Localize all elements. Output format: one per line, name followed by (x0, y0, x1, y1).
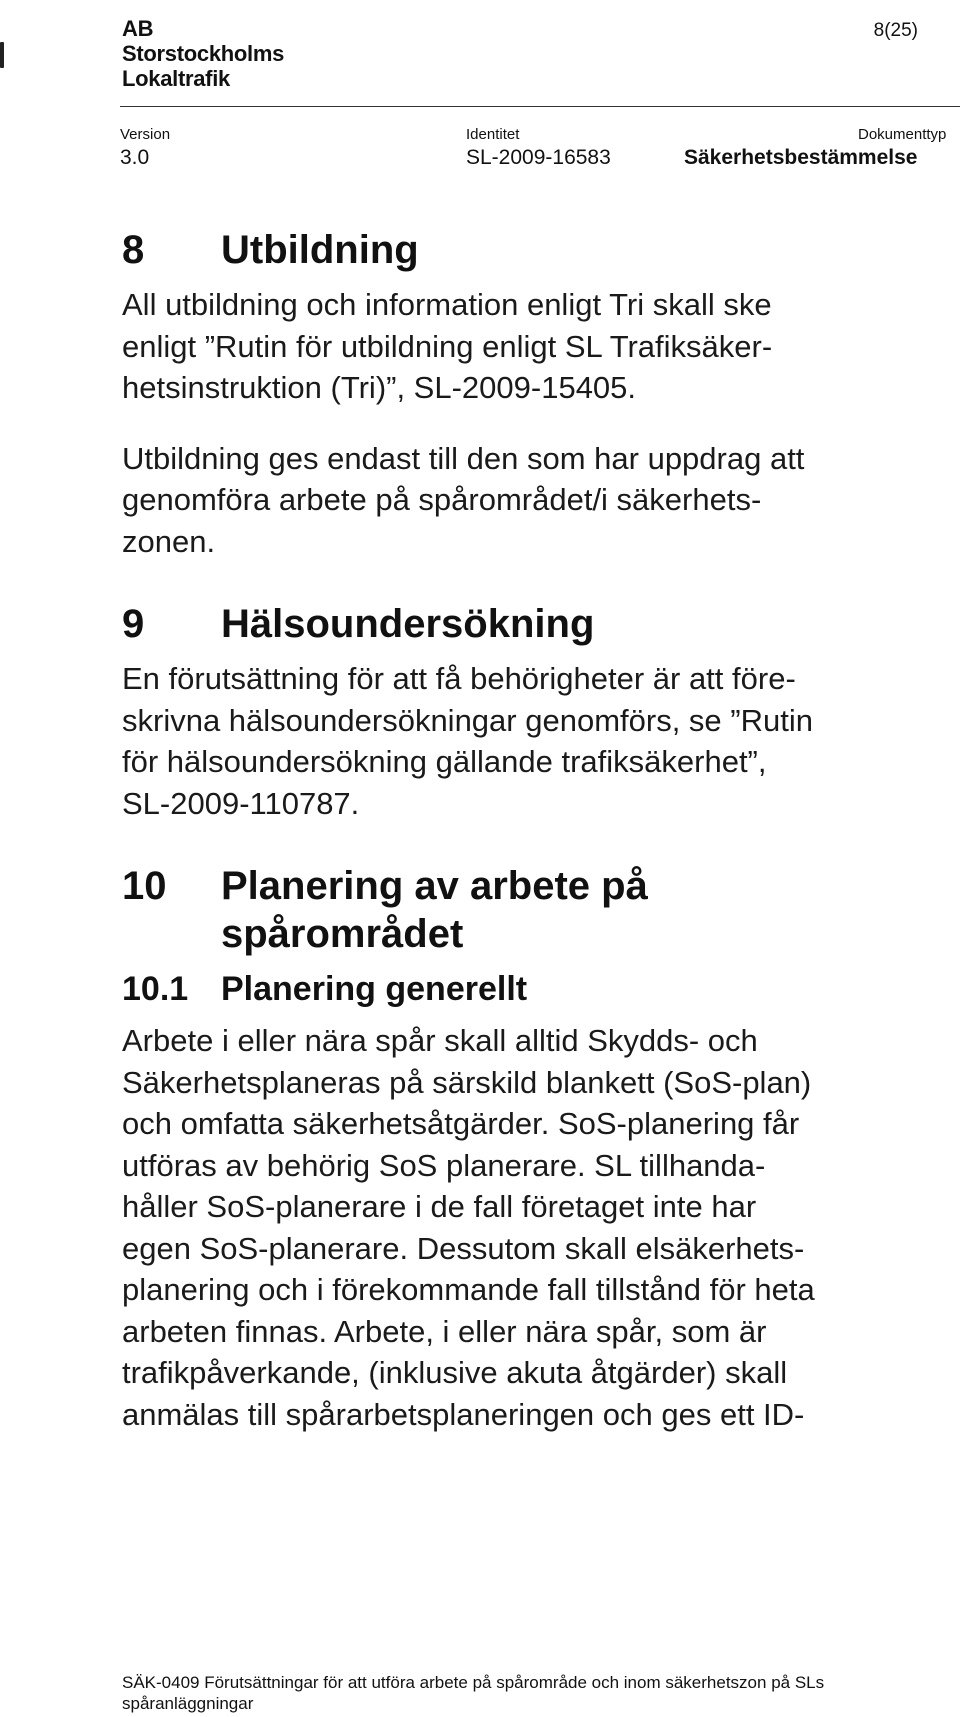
text-line: utföras av behörig SoS planerare. SL tillhanda- (122, 1147, 766, 1183)
text-line: All utbildning och information enligt Tri skall ske (122, 287, 772, 322)
page-footer (122, 1672, 824, 1714)
section-8-paragraph-2 (122, 438, 942, 563)
text-line: planering och i förekommande fall tillstånd för heta (122, 1272, 815, 1307)
text-line: genomföra arbete på spårområdet/i säkerhets- (122, 482, 762, 517)
section-number: 10.1 (122, 970, 189, 1008)
doctype-value: Säkerhetsbestämmelse (684, 146, 918, 169)
logo-line: AB (122, 16, 154, 41)
page-number: 8(25) (873, 20, 918, 41)
text-line: SL-2009-110787. (122, 785, 360, 821)
document-body (122, 226, 942, 1435)
text-line: trafikpåverkande, (inklusive akuta åtgärder) skall (122, 1355, 788, 1390)
section-number: 8 (122, 228, 145, 272)
doctype-label: Dokumenttyp (858, 126, 947, 143)
text-line: Utbildning ges endast till den som har uppdrag att (122, 440, 805, 476)
text-line: håller SoS-planerare i de fall företaget inte har (122, 1189, 757, 1224)
section-title: Planering generellt (221, 970, 528, 1008)
text-line: för hälsoundersökning gällande trafiksäkerhet”, (122, 744, 767, 779)
section-10-1-paragraph-1 (122, 1020, 942, 1435)
identity-label: Identitet (466, 126, 520, 143)
identity-value: SL-2009-16583 (466, 146, 611, 169)
company-logo (122, 16, 284, 91)
section-title: Hälsoundersökning (221, 602, 595, 646)
text-line: En förutsättning för att få behörigheter är att före- (122, 661, 796, 696)
scan-edge-mark (0, 42, 4, 68)
section-10-heading (122, 862, 942, 958)
title-line: spårområdet (221, 912, 464, 956)
version-value: 3.0 (120, 146, 150, 169)
text-line: hetsinstruktion (Tri)”, SL-2009-15405. (122, 370, 637, 405)
version-label: Version (120, 126, 171, 143)
section-number: 9 (122, 602, 145, 646)
section-9-paragraph-1 (122, 658, 942, 824)
section-10-1-heading (122, 968, 942, 1010)
section-8-heading (122, 226, 942, 274)
footer-line: spåranläggningar (122, 1694, 254, 1713)
section-title: Utbildning (221, 228, 419, 272)
section-8-paragraph-1 (122, 284, 942, 409)
text-line: egen SoS-planerare. Dessutom skall elsäkerhets- (122, 1230, 805, 1266)
logo-line: Storstockholms (122, 41, 285, 66)
text-line: Säkerhetsplaneras på särskild blankett (SoS-plan) (122, 1064, 812, 1100)
title-line: Planering av arbete på (221, 864, 648, 908)
footer-line: SÄK-0409 Förutsättningar för att utföra arbete på spårområde och inom säkerhetszon på SLs (122, 1673, 825, 1692)
section-title (221, 862, 648, 958)
text-line: anmälas till spårarbetsplaneringen och ges ett ID- (122, 1396, 805, 1432)
text-line: skrivna hälsoundersökningar genomförs, se ”Rutin (122, 702, 813, 738)
header-divider (120, 106, 960, 107)
text-line: enligt ”Rutin för utbildning enligt SL Trafiksäker- (122, 328, 773, 364)
logo-line: Lokaltrafik (122, 66, 230, 91)
text-line: Arbete i eller nära spår skall alltid Skydds- och (122, 1023, 758, 1058)
section-9-heading (122, 600, 942, 648)
text-line: och omfatta säkerhetsåtgärder. SoS-planering får (122, 1106, 800, 1141)
section-number: 10 (122, 864, 167, 908)
text-line: arbeten finnas. Arbete, i eller nära spår, som är (122, 1313, 767, 1349)
text-line: zonen. (122, 523, 216, 559)
